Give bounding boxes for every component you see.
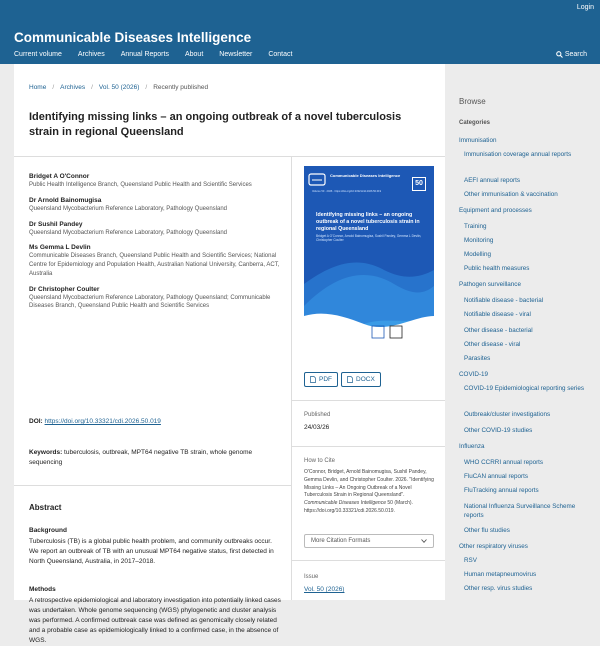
category-subitem[interactable]: Notifiable disease - viral (464, 311, 531, 318)
category-subitem[interactable]: Parasites (464, 355, 491, 362)
chevron-down-icon (421, 539, 427, 543)
author-name: Dr Christopher Coulter (29, 285, 100, 293)
keywords-value: tuberculosis, outbreak, MPT64 negative TB strain, whole genome sequencing (29, 449, 253, 467)
nav-newsletter[interactable]: Newsletter (219, 51, 253, 58)
category-subitem[interactable]: FluTracking annual reports (464, 487, 539, 494)
category-subitem[interactable]: Outbreak/cluster investigations (464, 411, 551, 418)
author-list (29, 172, 284, 317)
keywords-label: Keywords: (29, 449, 63, 456)
cover-title: Identifying missing links – an ongoing outbreak of a novel tuberculosis strain in regional Queensland (316, 212, 420, 232)
citation-formats-dropdown[interactable] (304, 534, 434, 548)
divider (292, 560, 445, 561)
category-item[interactable]: COVID-19 (459, 371, 489, 378)
category-subitem[interactable]: Other COVID-19 studies (464, 427, 533, 434)
file-icon (310, 376, 316, 383)
doi (29, 418, 161, 425)
nav-annual-reports[interactable]: Annual Reports (120, 51, 169, 58)
citation-formats-label: More Citation Formats (311, 538, 371, 544)
category-subitem[interactable]: Monitoring (464, 237, 494, 244)
published-date: 24/03/26 (304, 424, 330, 431)
background-heading: Background (29, 527, 67, 534)
breadcrumb-archives[interactable]: Archives (60, 84, 86, 91)
citation-text (304, 469, 434, 516)
citation-journal: Communicable Diseases Intelligence (304, 500, 386, 506)
author-entry (29, 285, 284, 311)
divider (14, 156, 445, 157)
category-subitem[interactable]: COVID-19 Epidemiological reporting series (464, 385, 585, 392)
article-title: Identifying missing links – an ongoing outbreak of a novel tuberculosis strain in regional Queensland (29, 111, 402, 139)
author-name: Dr Arnold Bainomugisa (29, 196, 102, 204)
cover-wave-graphic (304, 166, 434, 350)
category-subitem[interactable]: Other disease - viral (464, 341, 521, 348)
divider (291, 156, 292, 600)
breadcrumb-separator: / (91, 84, 93, 91)
methods-text: A retrospective epidemiological and laboratory investigation into potentially linked cases was undertaken. Whole genome sequencing (WGS) phylogenetic and cluster analysis was performed. A confirmed outbreak case was defined as genomically closely related and a probable case as epidemiologically linked to a confirmed case, in the absence of WGS. (29, 597, 281, 645)
author-affiliation: Communicable Diseases Branch, Queensland Public Health and Scientific Services; National Centre for Epidemiology and Population Health, Australian National University, Canberra, ACT, Australia (29, 253, 280, 277)
breadcrumb-volume[interactable]: Vol. 50 (2026) (98, 84, 140, 91)
nav-contact[interactable]: Contact (268, 51, 293, 58)
issue-label: Issue (304, 574, 319, 580)
sidebar (446, 64, 600, 600)
issue-cover-image[interactable] (304, 166, 434, 350)
background-text: Tuberculosis (TB) is a global public health problem, and community outbreaks occur. We report an outbreak of TB with an unusual MPT64 negative status, first detected in North Queensland, Australia, in 2017–2018. (29, 538, 274, 566)
author-affiliation: Public Health Intelligence Branch, Queensland Public Health and Scientific Services (29, 182, 252, 189)
abstract-heading: Abstract (29, 503, 62, 512)
category-subitem[interactable]: National Influenza Surveillance Scheme reports (464, 503, 576, 520)
cover-authors: Bridget A O'Connor, Arnold Bainomugisa, Sushil Pandey, Gemma L Devlin, Christopher Coulter (316, 234, 422, 243)
author-entry (29, 172, 284, 190)
category-subitem[interactable]: Immunisation coverage annual reports (464, 151, 572, 158)
author-name: Ms Gemma L Devlin (29, 244, 91, 252)
site-header (0, 0, 600, 64)
category-subitem[interactable]: Notifiable disease - bacterial (464, 297, 544, 304)
category-subitem[interactable]: AEFI annual reports (464, 177, 521, 184)
category-subitem[interactable]: Human metapneumovirus (464, 571, 537, 578)
breadcrumb-separator: / (52, 84, 55, 91)
login-link[interactable]: Login (576, 4, 594, 11)
docx-label: DOCX (356, 376, 375, 383)
breadcrumb-home[interactable]: Home (29, 84, 47, 91)
cover-journal-name: Communicable Diseases Intelligence (330, 173, 401, 178)
article-panel (14, 64, 445, 645)
category-subitem[interactable]: Training (464, 223, 487, 230)
site-title[interactable]: Communicable Diseases Intelligence (14, 30, 252, 45)
author-entry (29, 243, 284, 278)
category-subitem[interactable]: FluCAN annual reports (464, 473, 529, 480)
category-item[interactable]: Influenza (459, 443, 485, 450)
author-entry (29, 196, 284, 214)
category-item[interactable]: Equipment and processes (459, 207, 532, 214)
categories-heading: Categories (459, 120, 491, 126)
author-affiliation: Queensland Mycobacterium Reference Laboratory, Pathology Queensland; Communicable Diseases Branch, Queensland Public Health and Scientific Services (29, 294, 271, 310)
citation-main: O'Connor, Bridget, Arnold Bainomugisa, Sushil Pandey, Gemma Devlin, and Christopher Coulter. 2026. "Identifying Missing Links – An Ongoing Outbreak of a Novel Tuberculosis Strain in Regional Queensland". (304, 469, 434, 499)
cover-volume-badge: 50 (412, 177, 426, 191)
file-icon (347, 376, 353, 383)
issue-link[interactable]: Vol. 50 (2026) (304, 586, 345, 593)
doi-link[interactable]: https://doi.org/10.33321/cdi.2026.50.019 (44, 418, 161, 425)
category-subitem[interactable]: Other resp. virus studies (464, 585, 533, 592)
category-item[interactable]: Other respiratory viruses (459, 543, 528, 550)
doi-label: DOI: (29, 418, 43, 425)
nav-archives[interactable]: Archives (77, 51, 105, 58)
author-entry (29, 220, 284, 238)
category-item[interactable]: Pathogen surveillance (459, 281, 521, 288)
methods-heading: Methods (29, 586, 56, 593)
nav-current-volume[interactable]: Current volume (14, 51, 62, 58)
docx-download-button[interactable] (341, 372, 381, 387)
citation-tail: 50 (March). https://doi.org/10.33321/cdi.2026.50.019. (304, 500, 413, 514)
cover-meta: Volume 50 · 2026 · https://doi.org/10.33321/cdi.2026.50.019 (312, 190, 382, 193)
author-name: Bridget A O'Connor (29, 173, 90, 180)
divider (292, 400, 445, 401)
category-item[interactable]: Immunisation (459, 137, 497, 144)
category-subitem[interactable]: WHO CCRRI annual reports (464, 459, 544, 466)
category-subitem[interactable]: Other flu studies (464, 527, 510, 534)
search-label: Search (564, 51, 587, 58)
browse-heading: Browse (459, 97, 486, 106)
divider (14, 485, 291, 486)
published-label: Published (304, 412, 331, 418)
category-subitem[interactable]: Public health measures (464, 265, 530, 272)
keywords (29, 448, 274, 468)
author-name: Dr Sushil Pandey (29, 220, 83, 228)
how-to-cite-label: How to Cite (304, 458, 336, 464)
category-subitem[interactable]: Other immunisation & vaccination (464, 191, 558, 198)
divider (292, 446, 445, 447)
primary-nav (14, 51, 308, 58)
search-icon (556, 51, 563, 58)
breadcrumb (29, 84, 208, 91)
category-subitem[interactable]: RSV (464, 557, 477, 564)
nav-about[interactable]: About (184, 51, 204, 58)
author-affiliation: Queensland Mycobacterium Reference Laboratory, Pathology Queensland (29, 205, 228, 212)
breadcrumb-separator: / (145, 84, 148, 91)
pdf-label: PDF (319, 376, 332, 383)
author-affiliation: Queensland Mycobacterium Reference Laboratory, Pathology Queensland (29, 229, 228, 236)
category-subitem[interactable]: Modelling (464, 251, 491, 258)
search-link[interactable] (556, 51, 587, 58)
category-subitem[interactable]: Other disease - bacterial (464, 327, 533, 334)
breadcrumb-current: Recently published (153, 84, 209, 91)
pdf-download-button[interactable] (304, 372, 338, 387)
